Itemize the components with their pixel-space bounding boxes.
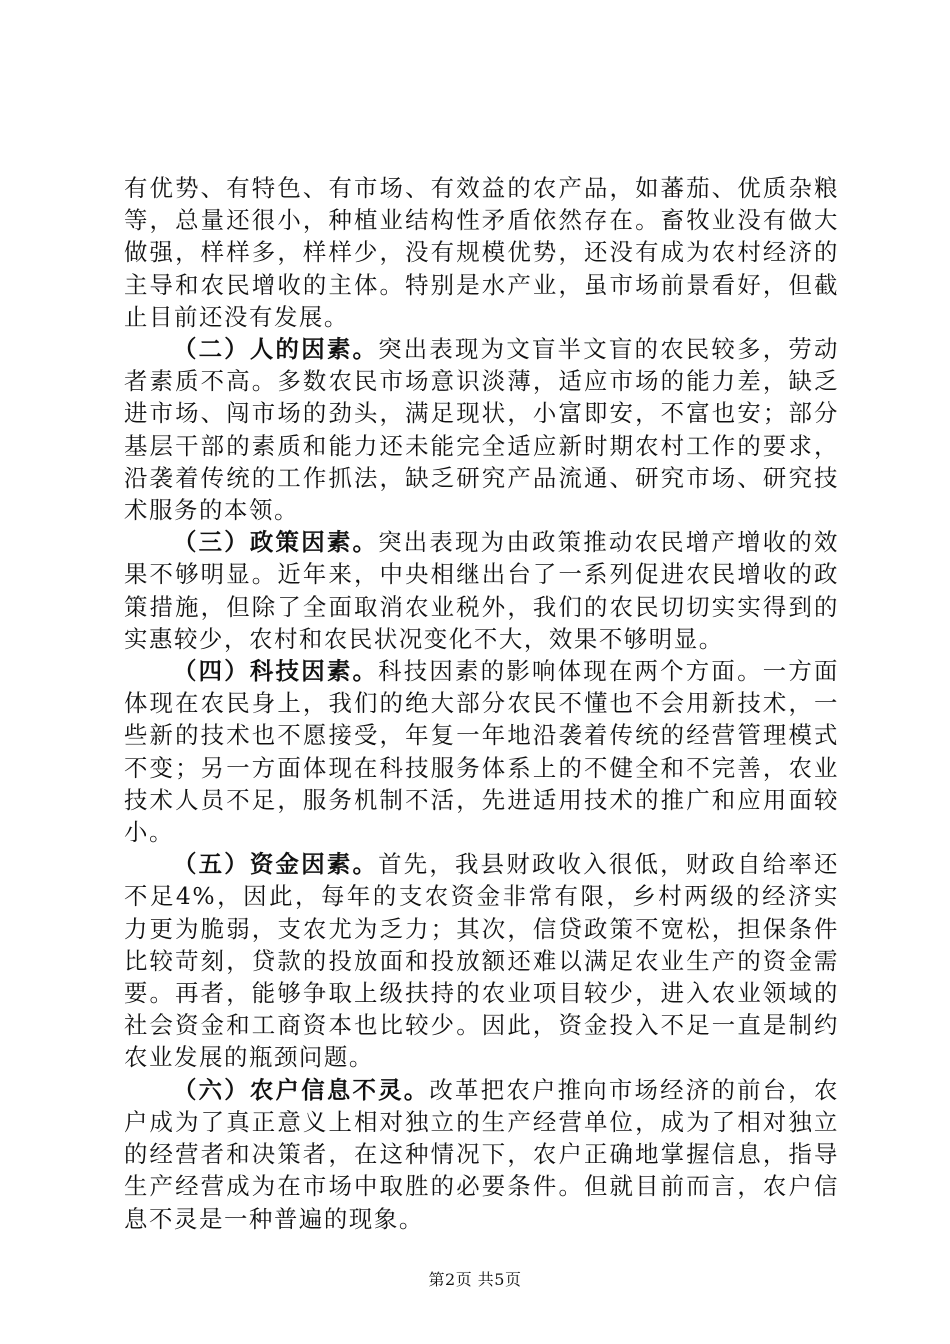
paragraph-text: 改革把农户推向市场经济的前台，农户成为了真正意义上相对独立的生产经营单位，成为了相对独立的经营者和决策者，在这种情况下，农户正确地掌握信息，指导生产经营成为在市场中取胜的必要条件。但就目前而言，农户信息不灵是一种普遍的现象。 [124, 1075, 839, 1233]
paragraph-text: 首先，我县财政收入很低，财政自给率还不足4%，因此，每年的支农资金非常有限，乡村两级的经济实力更为脆弱，支农尤为乏力；其次，信贷政策不宽松，担保条件比较苛刻，贷款的投放面和投放额还难以满足农业生产的资金需要。再者，能够争取上级扶持的农业项目较少，进入农业领域的社会资金和工商资本也比较少。因此，资金投入不足一直是制约农业发展的瓶颈问题。 [124, 850, 839, 1072]
paragraph-text: 科技因素的影响体现在两个方面。一方面体现在农民身上，我们的绝大部分农民不懂也不会用新技术，一些新的技术也不愿接受，年复一年地沿袭着传统的经营管理模式不变；另一方面体现在科技服务体系上的不健全和不完善，农业技术人员不足，服务机制不活，先进适用技术的推广和应用面较小。 [124, 657, 839, 847]
section-heading-technology-factor: （四）科技因素。 [173, 657, 379, 686]
paragraph-technology-factor [124, 655, 839, 848]
document-body [124, 172, 839, 1235]
paragraph-funding-factor [124, 848, 839, 1073]
paragraph-text: 有优势、有特色、有市场、有效益的农产品，如蕃茄、优质杂粮等，总量还很小，种植业结构性矛盾依然存在。畜牧业没有做大做强，样样多，样样少，没有规模优势，还没有成为农村经济的主导和农民增收的主体。特别是水产业，虽市场前景看好，但截止目前还没有发展。 [124, 174, 839, 331]
paragraph-human-factor [124, 333, 839, 526]
paragraph-policy-factor [124, 526, 839, 655]
paragraph-text: 突出表现为文盲半文盲的农民较多，劳动者素质不高。多数农民市场意识淡薄，适应市场的能力差，缺乏进市场、闯市场的劲头，满足现状，小富即安，不富也安；部分基层干部的素质和能力还未能完全适应新时期农村工作的要求，沿袭着传统的工作抓法，缺乏研究产品流通、研究市场、研究技术服务的本领。 [124, 335, 839, 525]
section-heading-information-factor: （六）农户信息不灵。 [173, 1075, 430, 1104]
page-number-footer: 第2页 共5页 [428, 1270, 522, 1289]
section-heading-funding-factor: （五）资金因素。 [173, 850, 379, 879]
paragraph-text: 突出表现为由政策推动农民增产增收的效果不够明显。近年来，中央相继出台了一系列促进农民增收的政策措施，但除了全面取消农业税外，我们的农民切切实实得到的实惠较少，农村和农民状况变化不大，效果不够明显。 [124, 528, 839, 653]
paragraph-information-factor [124, 1074, 839, 1235]
section-heading-human-factor: （二）人的因素。 [173, 335, 379, 364]
section-heading-policy-factor: （三）政策因素。 [173, 528, 379, 557]
paragraph-intro [124, 172, 839, 333]
